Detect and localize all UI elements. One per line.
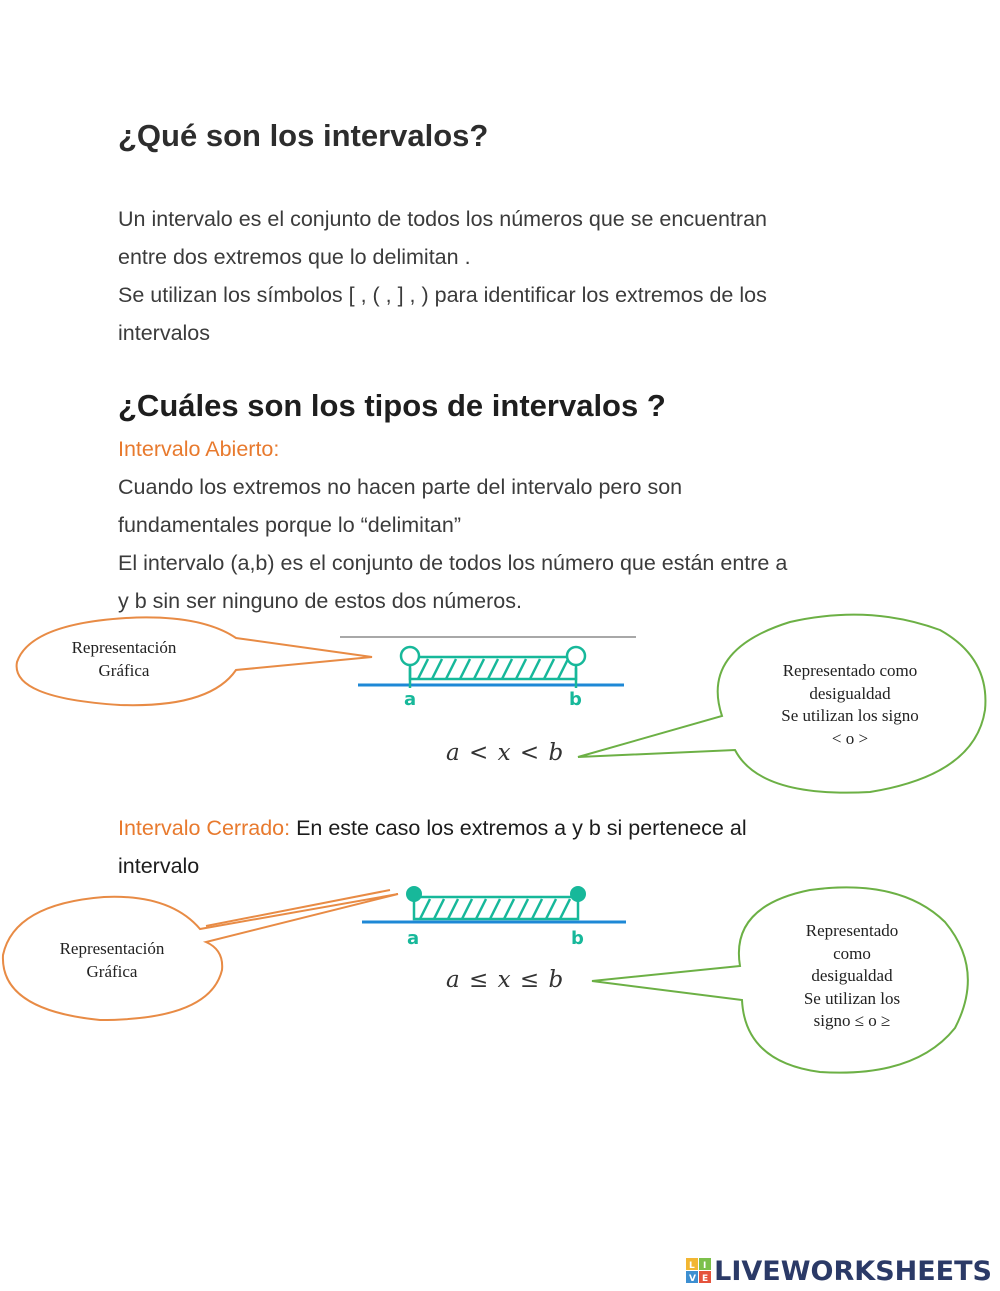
- brand-name: LIVEWORKSHEETS: [714, 1255, 992, 1287]
- intro-line: entre dos extremos que lo delimitan .: [118, 245, 471, 269]
- closed-point-b-label: b: [571, 928, 584, 949]
- svg-text:V: V: [689, 1274, 697, 1284]
- intro-line: intervalos: [118, 321, 211, 345]
- open-line: El intervalo (a,b) es el conjunto de todos los número que están entre a: [118, 551, 788, 575]
- svg-text:L: L: [689, 1261, 695, 1271]
- open-line: Cuando los extremos no hacen parte del intervalo pero son: [118, 475, 683, 499]
- open-left-callout-text: [34, 637, 214, 682]
- liveworksheets-badge-icon: [686, 1258, 712, 1284]
- closed-endpoint-a: [406, 886, 422, 902]
- svg-text:I: I: [703, 1261, 707, 1271]
- open-interval-paragraph: [118, 430, 787, 620]
- intro-paragraph: [118, 200, 767, 352]
- open-point-b-label: b: [569, 689, 582, 710]
- section-title-types: ¿Cuáles son los tipos de intervalos ?: [118, 388, 666, 423]
- page-title: ¿Qué son los intervalos?: [118, 118, 489, 153]
- open-line: y b sin ser ninguno de estos dos números.: [118, 589, 522, 613]
- closed-endpoint-b: [570, 886, 586, 902]
- closed-line: intervalo: [118, 854, 200, 878]
- open-formula: a < x < b: [446, 740, 565, 766]
- callout-line: Representado como: [782, 661, 918, 680]
- callout-line: Representado: [805, 921, 899, 940]
- callout-line: Representación: [71, 638, 177, 657]
- callout-line: Se utilizan los: [803, 988, 901, 1008]
- closed-formula: a ≤ x ≤ b: [446, 967, 565, 993]
- liveworksheets-logo[interactable]: [686, 1254, 992, 1288]
- callout-line: signo ≤ o ≥: [813, 1011, 891, 1030]
- callout-line: < o >: [831, 728, 869, 748]
- closed-point-a-label: a: [407, 928, 420, 949]
- open-endpoint-a: [401, 647, 419, 665]
- open-endpoint-b: [567, 647, 585, 665]
- closed-line: En este caso los extremos a y b si pertenece al: [290, 816, 747, 840]
- open-interval-label: Intervalo Abierto:: [118, 437, 280, 461]
- callout-line: Gráfica: [98, 660, 150, 680]
- svg-text:E: E: [702, 1274, 709, 1284]
- open-line: fundamentales porque lo “delimitan”: [118, 513, 462, 537]
- closed-left-callout-text: [22, 938, 202, 983]
- callout-line: desigualdad: [809, 683, 891, 703]
- intro-line: Se utilizan los símbolos [ , ( , ] , ) para identificar los extremos de los: [118, 283, 767, 307]
- closed-interval-label: Intervalo Cerrado:: [118, 816, 291, 840]
- callout-line: Gráfica: [86, 961, 138, 981]
- intro-line: Un intervalo es el conjunto de todos los números que se encuentran: [118, 207, 767, 231]
- callout-line: como: [833, 943, 871, 963]
- callout-line: Representación: [59, 939, 165, 958]
- callout-line: Se utilizan los signo: [781, 706, 919, 725]
- callout-line: desigualdad: [811, 966, 893, 985]
- open-right-callout-text: [752, 660, 948, 750]
- open-point-a-label: a: [404, 689, 417, 710]
- closed-right-callout-text: [772, 920, 932, 1033]
